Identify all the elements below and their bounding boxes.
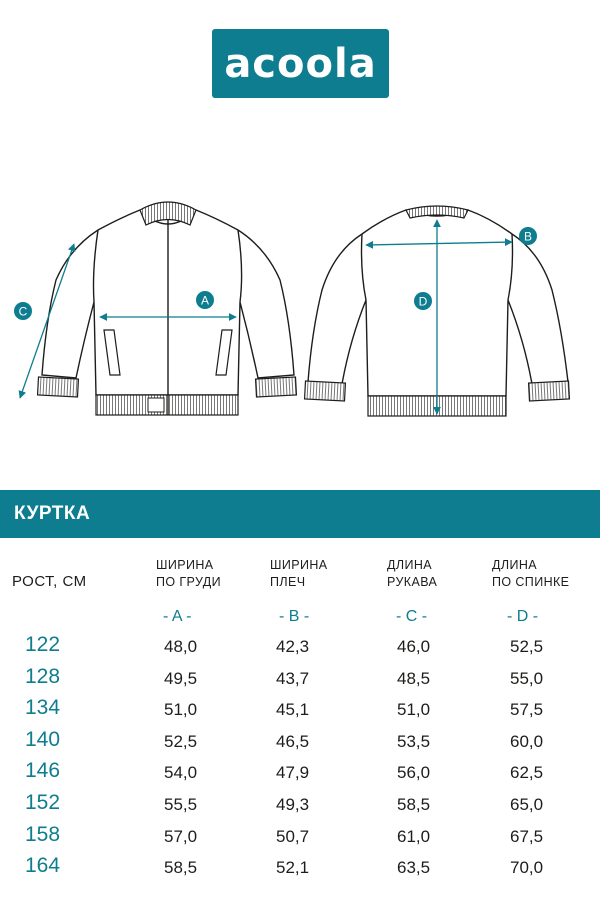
value-cell: 58,5 (164, 858, 198, 878)
product-title: КУРТКА (14, 503, 91, 524)
brand-logo-text: acoola (224, 40, 377, 87)
column-header-back-length (492, 557, 569, 591)
front-cuff-right (256, 377, 297, 397)
table-row (0, 633, 600, 665)
value-cell: 67,5 (510, 826, 544, 846)
product-banner (0, 490, 600, 538)
size-cell: 146 (25, 759, 61, 783)
zipper-tab (148, 398, 164, 412)
value-cell: 60,0 (510, 731, 544, 751)
value-cell: 52,5 (164, 731, 198, 751)
value-cell: 46,5 (276, 731, 310, 751)
value-cell: 63,5 (397, 858, 431, 878)
marker-a (196, 291, 214, 309)
value-cell: 49,5 (164, 668, 198, 688)
size-table (0, 633, 600, 886)
column-header-line: ПЛЕЧ (270, 575, 306, 589)
table-row (0, 823, 600, 855)
size-cell: 128 (25, 664, 61, 688)
value-cell: 51,0 (397, 700, 431, 720)
size-cell: 158 (25, 822, 61, 846)
value-cell: 55,5 (164, 794, 198, 814)
value-cell: 54,0 (164, 763, 198, 783)
value-cell: 50,7 (276, 826, 310, 846)
size-cell: 134 (25, 696, 61, 720)
value-cell: 45,1 (276, 700, 310, 720)
marker-b (519, 227, 537, 245)
table-row (0, 696, 600, 728)
value-cell: 49,3 (276, 794, 310, 814)
value-cell: 46,0 (397, 637, 431, 656)
table-row (0, 791, 600, 823)
table-row (0, 854, 600, 886)
back-cuff-left (305, 381, 346, 401)
value-cell: 58,5 (397, 794, 431, 814)
size-cell: 122 (25, 633, 61, 656)
brand-logo (212, 29, 389, 98)
column-header-line: ШИРИНА (270, 558, 328, 572)
table-row (0, 665, 600, 697)
value-cell: 51,0 (164, 700, 198, 720)
column-letter-b: - B - (279, 608, 310, 625)
svg-text:A: A (200, 293, 210, 308)
value-cell: 43,7 (276, 668, 310, 688)
column-header-line: ПО СПИНКЕ (492, 575, 570, 589)
column-header-line: РУКАВА (387, 575, 438, 589)
value-cell: 70,0 (510, 858, 544, 878)
svg-text:D: D (418, 294, 428, 309)
value-cell: 57,5 (510, 700, 544, 720)
table-row (0, 728, 600, 760)
size-column-header: РОСТ, СМ (12, 573, 87, 590)
size-cell: 152 (25, 790, 61, 814)
jacket-size-diagram (0, 190, 600, 430)
column-letter-c: - C - (396, 608, 428, 625)
marker-c (14, 302, 32, 320)
svg-text:B: B (523, 229, 533, 244)
column-header-sleeve-length (387, 557, 437, 591)
marker-d (414, 292, 432, 310)
column-header-line: ДЛИНА (492, 558, 538, 572)
svg-text:C: C (18, 304, 28, 319)
value-cell: 47,9 (276, 763, 310, 783)
column-header-chest-width (156, 557, 221, 591)
back-cuff-right (529, 381, 570, 401)
value-cell: 56,0 (397, 763, 431, 783)
front-waistband (96, 395, 238, 415)
value-cell: 55,0 (510, 668, 544, 688)
column-header-shoulder-width (270, 557, 328, 591)
column-header-line: ПО ГРУДИ (156, 575, 222, 589)
size-cell: 164 (25, 854, 61, 878)
size-cell: 140 (25, 727, 61, 751)
table-row (0, 759, 600, 791)
column-letter-d: - D - (507, 608, 539, 625)
value-cell: 57,0 (164, 826, 198, 846)
front-cuff-left (38, 377, 79, 397)
column-header-line: ШИРИНА (156, 558, 214, 572)
column-header-line: ДЛИНА (387, 558, 433, 572)
value-cell: 62,5 (510, 763, 544, 783)
value-cell: 52,1 (276, 858, 310, 878)
value-cell: 42,3 (276, 637, 310, 656)
value-cell: 48,5 (397, 668, 431, 688)
column-letter-a: - A - (163, 608, 192, 625)
value-cell: 48,0 (164, 637, 198, 656)
value-cell: 65,0 (510, 794, 544, 814)
value-cell: 61,0 (397, 826, 431, 846)
value-cell: 52,5 (510, 637, 544, 656)
value-cell: 53,5 (397, 731, 431, 751)
